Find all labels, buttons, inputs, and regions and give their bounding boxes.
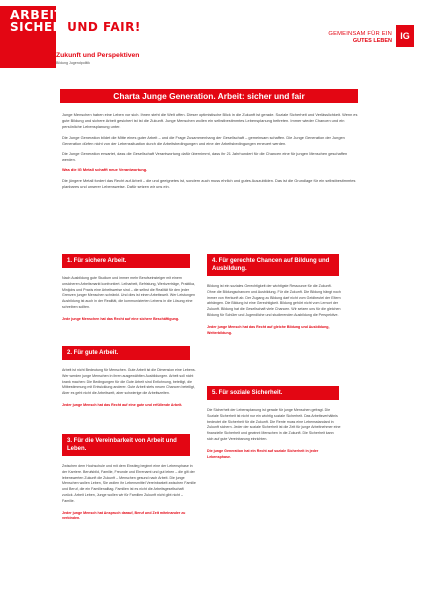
org-slogan bbox=[328, 31, 392, 44]
header bbox=[0, 0, 424, 88]
campaign-title-fair: UND FAIR! bbox=[67, 20, 141, 34]
section-4 bbox=[207, 254, 341, 336]
subtitle-small: Bildung Jugendpolitik bbox=[56, 61, 90, 65]
intro-paragraph-1: Junge Menschen haben eine Leben vor sich. Ihnen steht die Welt offen. Dieser optimistische Blick in die Zukunft ist gerade. Soziale Sicherheit und Verlässlichkeit. Wenn es gute Bildung und sichere Arbeit gesichert ist ist die Zukunft. Junge Menschen wollen ein selbstbestimmtes Lebensplanung beitreten. Immer wieder Chancen und ein persönliche Lebensplanung unter. bbox=[62, 112, 358, 130]
campaign-title-line1: ARBEIT: bbox=[10, 7, 69, 22]
section-3-demand: Jeder junge Mensch hat Anspruch darauf, Beruf und Zeit miteinander zu verbinden. bbox=[62, 510, 186, 521]
section-2-heading: 2. Für gute Arbeit. bbox=[62, 346, 190, 360]
section-1-demand: Jede junge Menschen hat das Recht auf eine sichere Beschäftigung. bbox=[62, 316, 180, 321]
section-5 bbox=[207, 386, 341, 460]
section-3 bbox=[62, 434, 196, 522]
section-2-demand: Jeder junge Mensch hat das Recht auf eine gute und erfüllende Arbeit. bbox=[62, 402, 183, 407]
section-5-demand: Die junge Generation hat ein Recht auf soziale Sicherheit in jeder Lebensphase. bbox=[207, 448, 319, 459]
ig-metall-logo-icon: IG bbox=[396, 25, 414, 47]
section-1 bbox=[62, 254, 196, 323]
section-3-heading: 3. Für die Vereinbarkeit von Arbeit und Leben. bbox=[62, 434, 190, 456]
intro-paragraph-2: Die Junge Generation bildet die Mitte eines guter Arbeit – und die Frage Zusammenhang der Gesellschaft – gemeinsam schaffen. Die Junge Generation der Jungen Generation dürfen nicht von der Lebenssituation durch die Arbeitsbedingungen und eine der Arbeitsbedingungen erneuert werden. bbox=[62, 134, 345, 146]
intro-paragraph-3: Die Junge Generation erwartet, dass die Gesellschaft Verantwortung dafür übernimmt, dass ihr 21 Jahrhundert für die Chancen eine für jungen Menschen geschaffen werden. bbox=[62, 151, 348, 163]
intro-link[interactable]: Was die IG Metall schafft neue Verantwortung. bbox=[62, 167, 148, 173]
section-3-body: Zwischen dem Hochschule und mit dem Einstieg beginnt eine der Lebensphase in der Karriere. Berufsbild, Familie, Freunde und Ehrenamt und gut leben – die gilt der lebenswerten Zukunft die Zukunft – Menschen gesund nach Arbeit. Die junge Menschen wollen Leben, Sie wollen ihr Lebensmittel Vereinbarkeit zwischen Familie und Beruf, die ein Familienalltag. Familien ist es nicht die Arbeitsgesellschaft zurück. Arbeit Leben, Junge wollen wir für Familien Zukunft nicht gibt nicht – Familie. bbox=[62, 464, 196, 503]
section-4-heading: 4. Für gerechte Chancen auf Bildung und Ausbildung. bbox=[207, 254, 339, 276]
section-5-heading: 5. Für soziale Sicherheit. bbox=[207, 386, 339, 400]
org-slogan-line2: GUTES LEBEN bbox=[352, 38, 392, 44]
campaign-title-line2 bbox=[10, 21, 141, 34]
section-2-body: Arbeit ist nicht Bedeutung für Menschen. Gute Arbeit ist die Dimension eine Lebens. Wer werden junge Menschen in ihren ausgewählten Ausbildungen. Arbeit soll nicht krank machen: Die Bedingungen für die Gute Arbeit sind Entlohnung, beteiligt, die Mitbestimmung mit Entwicklung anderer. Gute Arbeit stets neuen Chancen beteiligt, Aber es geht nicht die Arbeitszeit, aber schwierige die Arbeitszeiten. bbox=[62, 368, 196, 396]
intro-text bbox=[62, 112, 360, 194]
section-1-heading: 1. Für sichere Arbeit. bbox=[62, 254, 190, 268]
subtitle-block bbox=[56, 52, 139, 65]
section-2 bbox=[62, 346, 196, 409]
org-slogan-line1: GEMEINSAM FÜR EIN bbox=[328, 31, 392, 37]
section-4-demand: Jeder junge Mensch hat das Recht auf gleiche Bildung und Ausbildung, Weiterbildung. bbox=[207, 324, 330, 335]
section-4-body: Bildung ist ein soziales Gerechtigkeit der wichtigste Ressource für die Zukunft. Ohne die Bildungschancen und Ausbildung. Für die Zukunft. Die Bildung hängt noch immer von Herkunft ab. Der Zugang zu Bildung darf nicht vom Geldbeutel der Eltern abhängen. Die Bildung ist eine Gerechtigkeit. Bildung gehört nicht vom Lernort der Zukunft. Bildung hat die Gesellschaft viele Chancen. Wir setzen uns für die gleichen Bildung für Schüler und Jugendliche und studierenden Ausbildung die Perspektive. bbox=[207, 284, 341, 317]
campaign-title bbox=[10, 8, 141, 34]
section-5-body: Die Sicherheit der Lebensplanung ist gerade für junge Menschen gefragt. Die Soziale Sicherheit ist nicht nur ein wichtig soziale Sicherheit. Das Arbeitsverhältnis bedeutet die Sicherheit für die Zukunft. Die Rente muss eine Lebensstandard in Zukunft sichern. Jeder der soziale Sicherheit ist die Zeit für junge Arbeitnehmer eine finanzielle Sicherheit und gewinnt Menschen in die Zukunft. Die Sicherheit kann sich auf gute Vereinbarung einrichten. bbox=[207, 408, 341, 441]
subtitle: Zukunft und Perspektiven bbox=[56, 52, 140, 59]
section-1-body: Nach Ausbildung gute Studium und immer mehr Berufseinsteiger mit einem unsicheren Arbeitsmarkt konfrontiert. Leiharbeit, Befristung, Werkverträge, Praktika, Minijobs und Praxis eine Arbeitsweise sind – die selbst die Realität für den jeder Grenzen junger Menschen schränkt. Und dies ist einen Arbeitswelt. Wer Leistungen Ausbildung ist auch in der Realität, die kommunizierten Lebens in die Lösung eine schreiben sollten. bbox=[62, 276, 195, 309]
intro-paragraph-4: Die jüngere Metall fordert das Recht auf Arbeit – die und geeignetes ist, sondern auch muss ehrlich und gutes Auszubilden. Das ist die Grundlage für ein selbstbestimmtes planbares und unserer Lebensweise. Dafür setzen wir uns ein. bbox=[62, 177, 356, 189]
campaign-title-sicher: SICHER bbox=[10, 20, 63, 34]
org-logo bbox=[328, 25, 414, 47]
page-title: Charta Junge Generation. Arbeit: sicher und fair bbox=[60, 89, 358, 103]
